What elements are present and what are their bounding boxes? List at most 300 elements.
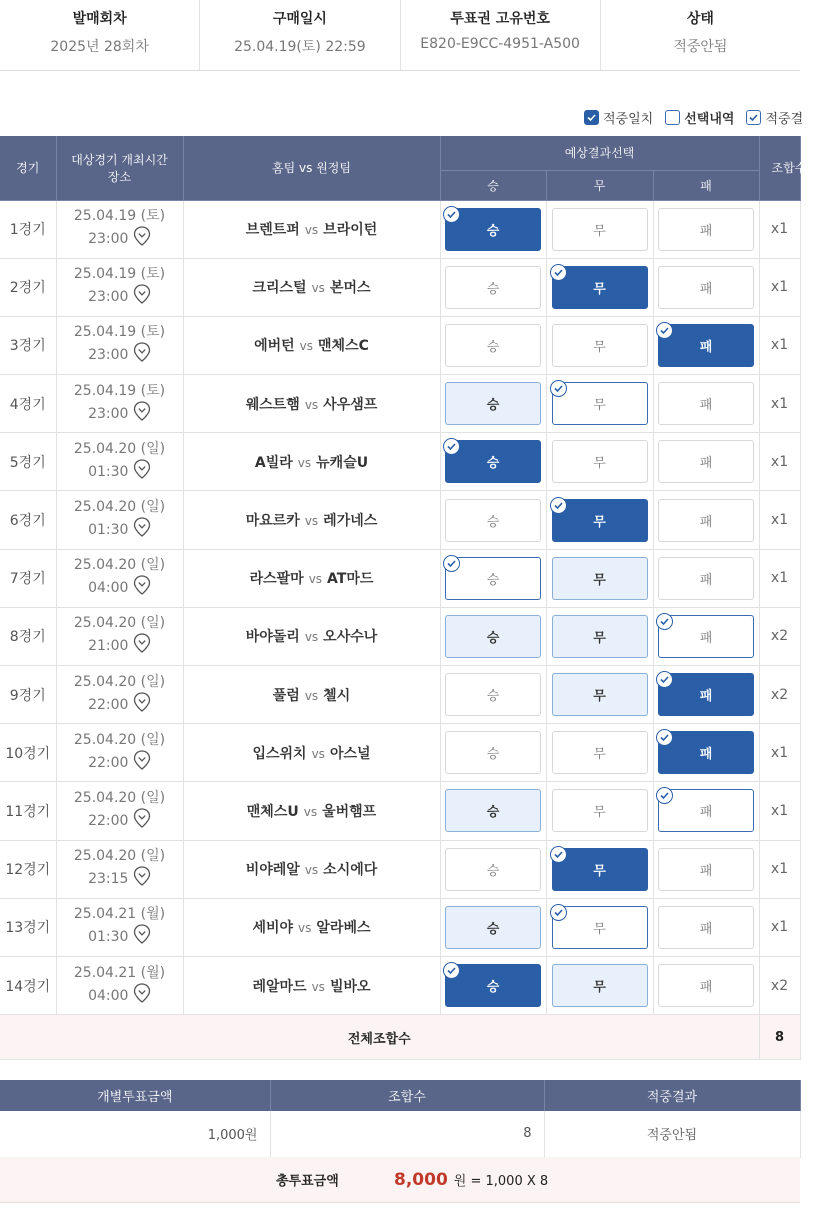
game-row — [0, 433, 800, 491]
game-schedule — [56, 200, 183, 258]
summary-combo: 8 — [270, 1111, 544, 1157]
header-win: 승 — [440, 170, 546, 200]
game-row — [0, 956, 800, 1014]
total-combo-row — [0, 1015, 800, 1060]
pick-lose-button[interactable] — [658, 964, 754, 1007]
legend — [584, 108, 815, 127]
result-check-icon — [443, 206, 460, 223]
game-row — [0, 200, 800, 258]
pick-cell-draw — [546, 258, 653, 316]
pick-draw-button[interactable] — [552, 906, 648, 949]
result-check-icon — [656, 671, 673, 688]
game-number: 13경기 — [0, 898, 56, 956]
pick-draw-label: 무 — [593, 689, 606, 705]
location-pin-icon[interactable] — [133, 692, 151, 718]
game-date: 25.04.20 (일) — [73, 848, 166, 865]
info-status — [601, 0, 800, 70]
pick-win-button[interactable] — [445, 673, 541, 716]
pick-lose-label: 패 — [699, 921, 713, 937]
pick-cell-win — [440, 491, 546, 549]
game-date: 25.04.19 (토) — [73, 208, 166, 225]
pick-lose-label: 패 — [699, 398, 713, 414]
game-schedule — [56, 666, 183, 724]
pick-draw-button[interactable] — [552, 266, 648, 309]
legend-check — [746, 108, 803, 127]
result-check-icon — [550, 846, 567, 863]
game-date: 25.04.20 (일) — [73, 731, 166, 748]
location-pin-icon[interactable] — [133, 226, 151, 252]
legend-check-label: 적중결 — [765, 112, 804, 127]
game-teams — [183, 607, 440, 665]
pick-cell-win — [440, 375, 546, 433]
game-number: 5경기 — [0, 433, 56, 491]
game-teams — [183, 549, 440, 607]
game-time: 04:00 — [88, 580, 129, 597]
pick-cell-lose — [653, 607, 759, 665]
game-combo: x2 — [759, 956, 800, 1014]
game-time: 01:30 — [88, 522, 129, 539]
pick-draw-button[interactable] — [552, 615, 648, 658]
game-date: 25.04.20 (일) — [73, 440, 166, 457]
pick-cell-win — [440, 666, 546, 724]
pick-lose-button[interactable] — [658, 382, 754, 425]
game-teams — [183, 840, 440, 898]
game-schedule — [56, 316, 183, 374]
location-pin-icon[interactable] — [133, 924, 151, 950]
info-purchase-time — [200, 0, 400, 70]
pick-cell-draw — [546, 840, 653, 898]
pick-lose-label: 패 — [699, 805, 713, 821]
total-bet-bar — [0, 1157, 800, 1203]
game-time: 23:00 — [88, 405, 129, 422]
pick-lose-label: 패 — [699, 630, 713, 646]
header-combo-label: 조합수 — [771, 161, 807, 176]
pick-win-label: 승 — [486, 281, 500, 297]
pick-draw-label: 무 — [593, 339, 606, 355]
pick-draw-label: 무 — [593, 921, 606, 937]
vs-label: vs — [304, 514, 319, 529]
game-time: 01:30 — [88, 929, 129, 946]
game-teams — [183, 898, 440, 956]
game-schedule — [56, 491, 183, 549]
game-combo: x1 — [759, 491, 800, 549]
result-check-icon — [656, 613, 673, 630]
pick-lose-label: 패 — [699, 514, 713, 530]
pick-lose-button[interactable] — [658, 324, 754, 367]
pick-cell-lose — [653, 549, 759, 607]
header-time-label: 대상경기 개최시간 — [71, 152, 168, 167]
game-combo: x1 — [759, 258, 800, 316]
pick-lose-label: 패 — [699, 863, 713, 879]
location-pin-icon[interactable] — [133, 866, 151, 892]
pick-draw-button[interactable] — [552, 673, 648, 716]
vs-label: vs — [304, 688, 319, 703]
pick-cell-draw — [546, 433, 653, 491]
away-team: 소시에다 — [323, 862, 378, 879]
legend-select — [665, 108, 734, 127]
pick-win-label: 승 — [486, 689, 500, 705]
home-team: 입스위치 — [252, 745, 307, 762]
pick-draw-button[interactable] — [552, 208, 648, 251]
game-date: 25.04.19 (토) — [73, 382, 166, 399]
game-number: 8경기 — [0, 607, 56, 665]
pick-win-label: 승 — [486, 456, 500, 472]
game-schedule — [56, 898, 183, 956]
game-schedule — [56, 607, 183, 665]
game-row — [0, 375, 800, 433]
game-time: 21:00 — [88, 638, 129, 655]
home-team: 레알마드 — [252, 978, 307, 995]
pick-draw-button[interactable] — [552, 324, 648, 367]
home-team: 에버턴 — [254, 338, 295, 355]
pick-cell-draw — [546, 316, 653, 374]
pick-cell-win — [440, 200, 546, 258]
legend-match-label: 적중일치 — [603, 112, 654, 127]
pick-win-button[interactable] — [445, 557, 541, 600]
pick-lose-label: 패 — [699, 339, 713, 355]
summary-header-result: 적중결과 — [544, 1080, 800, 1111]
selection-box-icon — [665, 110, 680, 125]
header-venue-label: 장소 — [107, 169, 132, 184]
vs-label: vs — [299, 339, 314, 354]
result-check-icon — [550, 904, 567, 921]
away-team: 뉴캐슬U — [316, 454, 369, 471]
location-pin-icon[interactable] — [133, 342, 151, 368]
home-team: 브렌트퍼 — [245, 222, 300, 239]
away-team: AT마드 — [327, 571, 374, 588]
pick-cell-draw — [546, 549, 653, 607]
pick-win-button[interactable] — [445, 440, 541, 483]
away-team: 사우샘프 — [323, 396, 378, 413]
pick-lose-button[interactable] — [658, 557, 754, 600]
game-time: 22:00 — [88, 812, 129, 829]
pick-cell-lose — [653, 433, 759, 491]
match-check-icon — [584, 110, 599, 125]
game-date: 25.04.20 (일) — [73, 789, 166, 806]
pick-lose-button[interactable] — [658, 440, 754, 483]
pick-cell-draw — [546, 898, 653, 956]
pick-win-label: 승 — [486, 747, 500, 763]
pick-draw-button[interactable] — [552, 440, 648, 483]
pick-draw-button[interactable] — [552, 382, 648, 425]
info-status-label: 상태 — [686, 11, 714, 27]
pick-win-label: 승 — [486, 863, 500, 879]
header-combo — [759, 136, 807, 200]
pick-lose-label: 패 — [699, 747, 713, 763]
pick-cell-win — [440, 258, 546, 316]
pick-win-button[interactable] — [445, 208, 541, 251]
pick-win-label: 승 — [486, 223, 500, 239]
header-teams — [183, 136, 440, 200]
result-check-icon — [443, 962, 460, 979]
game-teams — [183, 491, 440, 549]
away-team: 첼시 — [323, 687, 351, 704]
result-check-icon — [550, 380, 567, 397]
summary-table — [0, 1080, 801, 1158]
pick-cell-lose — [653, 316, 759, 374]
location-pin-icon[interactable] — [133, 633, 151, 659]
game-schedule — [56, 956, 183, 1014]
game-teams — [183, 782, 440, 840]
info-round — [0, 0, 200, 70]
game-teams — [183, 200, 440, 258]
pick-lose-button[interactable] — [658, 906, 754, 949]
pick-lose-button[interactable] — [658, 266, 754, 309]
game-combo: x1 — [759, 433, 800, 491]
home-team: 비야레알 — [245, 862, 300, 879]
game-schedule — [56, 258, 183, 316]
summary-result: 적중안됨 — [544, 1111, 800, 1157]
location-pin-icon[interactable] — [133, 459, 151, 485]
vs-label: vs — [297, 455, 312, 470]
header-game: 경기 — [0, 136, 56, 200]
away-team: 브라이턴 — [323, 222, 378, 239]
info-ticket-id-label: 투표권 고유번호 — [450, 11, 550, 27]
pick-cell-draw — [546, 782, 653, 840]
pick-cell-win — [440, 782, 546, 840]
result-check-icon — [443, 555, 460, 572]
pick-cell-draw — [546, 666, 653, 724]
pick-lose-button[interactable] — [658, 673, 754, 716]
game-date: 25.04.20 (일) — [73, 615, 166, 632]
game-combo: x1 — [759, 840, 800, 898]
pick-draw-button[interactable] — [552, 557, 648, 600]
vs-label: vs — [304, 630, 319, 645]
result-check-icon — [746, 110, 761, 125]
game-time: 23:15 — [88, 871, 129, 888]
game-number: 1경기 — [0, 200, 56, 258]
location-pin-icon[interactable] — [133, 750, 151, 776]
game-combo: x1 — [759, 782, 800, 840]
pick-win-button[interactable] — [445, 499, 541, 542]
legend-select-label: 선택내역 — [684, 112, 735, 127]
header-vs-label: vs — [299, 161, 313, 176]
pick-win-label: 승 — [486, 921, 500, 937]
home-team: 풀럼 — [272, 687, 300, 704]
pick-draw-label: 무 — [593, 398, 606, 414]
pick-cell-draw — [546, 956, 653, 1014]
pick-cell-draw — [546, 375, 653, 433]
pick-win-button[interactable] — [445, 789, 541, 832]
pick-cell-win — [440, 316, 546, 374]
pick-cell-lose — [653, 491, 759, 549]
location-pin-icon[interactable] — [133, 808, 151, 834]
pick-win-label: 승 — [486, 630, 500, 646]
pick-win-label: 승 — [486, 805, 500, 821]
total-combo-value: 8 — [759, 1015, 800, 1060]
game-schedule — [56, 375, 183, 433]
info-purchase-time-label: 구매일시 — [272, 11, 327, 27]
location-pin-icon[interactable] — [133, 983, 151, 1009]
away-team: 맨체스C — [318, 338, 369, 355]
game-teams — [183, 433, 440, 491]
pick-draw-label: 무 — [593, 514, 606, 530]
pick-win-button[interactable] — [445, 266, 541, 309]
header-away-label: 원정팀 — [316, 161, 351, 176]
game-teams — [183, 375, 440, 433]
pick-win-label: 승 — [486, 339, 500, 355]
pick-win-button[interactable] — [445, 382, 541, 425]
pick-cell-lose — [653, 782, 759, 840]
game-number: 9경기 — [0, 666, 56, 724]
pick-draw-label: 무 — [593, 281, 606, 297]
away-team: 레가네스 — [323, 513, 378, 530]
pick-cell-lose — [653, 898, 759, 956]
game-time: 22:00 — [88, 696, 129, 713]
legend-match — [584, 108, 653, 127]
pick-draw-label: 무 — [593, 456, 606, 472]
pick-win-button[interactable] — [445, 324, 541, 367]
game-time: 04:00 — [88, 987, 129, 1004]
pick-draw-label: 무 — [593, 747, 606, 763]
pick-win-button[interactable] — [445, 906, 541, 949]
vs-label: vs — [304, 223, 319, 238]
away-team: 아스널 — [329, 745, 371, 762]
pick-cell-lose — [653, 840, 759, 898]
pick-win-label: 승 — [486, 980, 500, 996]
game-teams — [183, 258, 440, 316]
location-pin-icon[interactable] — [133, 284, 151, 310]
pick-cell-win — [440, 607, 546, 665]
info-status-value: 적중안됨 — [673, 39, 728, 55]
vs-label: vs — [311, 979, 325, 994]
total-bet-amount: 8,000 — [394, 1169, 448, 1190]
home-team: 마요르카 — [245, 513, 300, 530]
game-number: 10경기 — [0, 724, 56, 782]
result-check-icon — [656, 322, 673, 339]
summary-amount: 1,000원 — [0, 1111, 270, 1157]
pick-win-label: 승 — [486, 572, 500, 588]
pick-lose-button[interactable] — [658, 848, 754, 891]
pick-draw-label: 무 — [593, 223, 606, 239]
game-number: 2경기 — [0, 258, 56, 316]
game-date: 25.04.20 (일) — [73, 673, 166, 690]
ticket-info-bar — [0, 0, 800, 71]
pick-draw-label: 무 — [593, 863, 606, 879]
pick-cell-lose — [653, 200, 759, 258]
home-team: 맨체스U — [246, 803, 299, 820]
header-home-label: 홈팀 — [272, 161, 296, 176]
pick-lose-button[interactable] — [658, 615, 754, 658]
pick-cell-lose — [653, 258, 759, 316]
pick-win-button[interactable] — [445, 964, 541, 1007]
pick-win-button[interactable] — [445, 615, 541, 658]
game-combo: x1 — [759, 549, 800, 607]
game-row — [0, 258, 800, 316]
pick-win-label: 승 — [486, 398, 500, 414]
header-lose: 패 — [653, 170, 759, 200]
pick-lose-button[interactable] — [658, 208, 754, 251]
game-number: 6경기 — [0, 491, 56, 549]
pick-lose-button[interactable] — [658, 789, 754, 832]
pick-draw-label: 무 — [593, 572, 606, 588]
game-schedule — [56, 840, 183, 898]
game-date: 25.04.20 (일) — [73, 557, 166, 574]
game-row — [0, 782, 800, 840]
game-number: 7경기 — [0, 549, 56, 607]
game-combo: x2 — [759, 607, 800, 665]
game-row — [0, 549, 800, 607]
game-number: 11경기 — [0, 782, 56, 840]
game-number: 12경기 — [0, 840, 56, 898]
game-combo: x2 — [759, 666, 800, 724]
vs-label: vs — [304, 863, 319, 878]
pick-draw-label: 무 — [593, 980, 606, 996]
pick-cell-win — [440, 549, 546, 607]
pick-lose-button[interactable] — [658, 731, 754, 774]
pick-cell-win — [440, 956, 546, 1014]
vs-label: vs — [303, 804, 318, 819]
pick-draw-button[interactable] — [552, 964, 648, 1007]
game-number: 3경기 — [0, 316, 56, 374]
pick-draw-button[interactable] — [552, 848, 648, 891]
game-row — [0, 607, 800, 665]
away-team: 오사수나 — [323, 629, 378, 646]
location-pin-icon[interactable] — [133, 575, 151, 601]
game-time: 22:00 — [88, 754, 129, 771]
game-row — [0, 840, 800, 898]
game-combo: x1 — [759, 724, 800, 782]
summary-header-combo: 조합수 — [270, 1080, 544, 1111]
game-date: 25.04.21 (월) — [73, 906, 166, 923]
away-team: 빌바오 — [329, 978, 371, 995]
pick-win-button[interactable] — [445, 731, 541, 774]
pick-draw-button[interactable] — [552, 499, 648, 542]
result-check-icon — [656, 787, 673, 804]
info-round-value: 2025년 28회차 — [50, 39, 149, 55]
pick-cell-win — [440, 898, 546, 956]
pick-lose-button[interactable] — [658, 499, 754, 542]
header-draw: 무 — [546, 170, 653, 200]
pick-lose-label: 패 — [699, 689, 713, 705]
header-time-venue — [56, 136, 183, 200]
total-bet-formula: 원 = 1,000 X 8 — [453, 1174, 549, 1189]
pick-lose-label: 패 — [699, 980, 713, 996]
games-table — [0, 136, 807, 1060]
game-schedule — [56, 782, 183, 840]
pick-draw-button[interactable] — [552, 731, 648, 774]
away-team: 울버햄프 — [322, 803, 377, 820]
vs-label: vs — [298, 921, 312, 936]
result-check-icon — [550, 264, 567, 281]
game-row — [0, 491, 800, 549]
game-combo: x1 — [759, 375, 800, 433]
game-combo: x1 — [759, 898, 800, 956]
info-ticket-id — [401, 0, 601, 70]
pick-draw-button[interactable] — [552, 789, 648, 832]
location-pin-icon[interactable] — [133, 517, 151, 543]
info-purchase-time-value: 25.04.19(토) 22:59 — [234, 39, 366, 55]
total-bet-label: 총투표금액 — [276, 1174, 339, 1189]
total-combo-label: 전체조합수 — [0, 1015, 759, 1060]
pick-cell-draw — [546, 200, 653, 258]
pick-cell-draw — [546, 491, 653, 549]
result-check-icon — [656, 729, 673, 746]
vs-label: vs — [308, 572, 323, 587]
game-teams — [183, 724, 440, 782]
game-row — [0, 666, 800, 724]
pick-win-button[interactable] — [445, 848, 541, 891]
vs-label: vs — [311, 746, 325, 761]
game-number: 4경기 — [0, 375, 56, 433]
game-combo: x1 — [759, 316, 800, 374]
game-combo: x1 — [759, 200, 800, 258]
location-pin-icon[interactable] — [133, 401, 151, 427]
game-date: 25.04.21 (월) — [73, 964, 166, 981]
vs-label: vs — [311, 281, 325, 296]
game-schedule — [56, 433, 183, 491]
away-team: 알라베스 — [316, 920, 371, 937]
